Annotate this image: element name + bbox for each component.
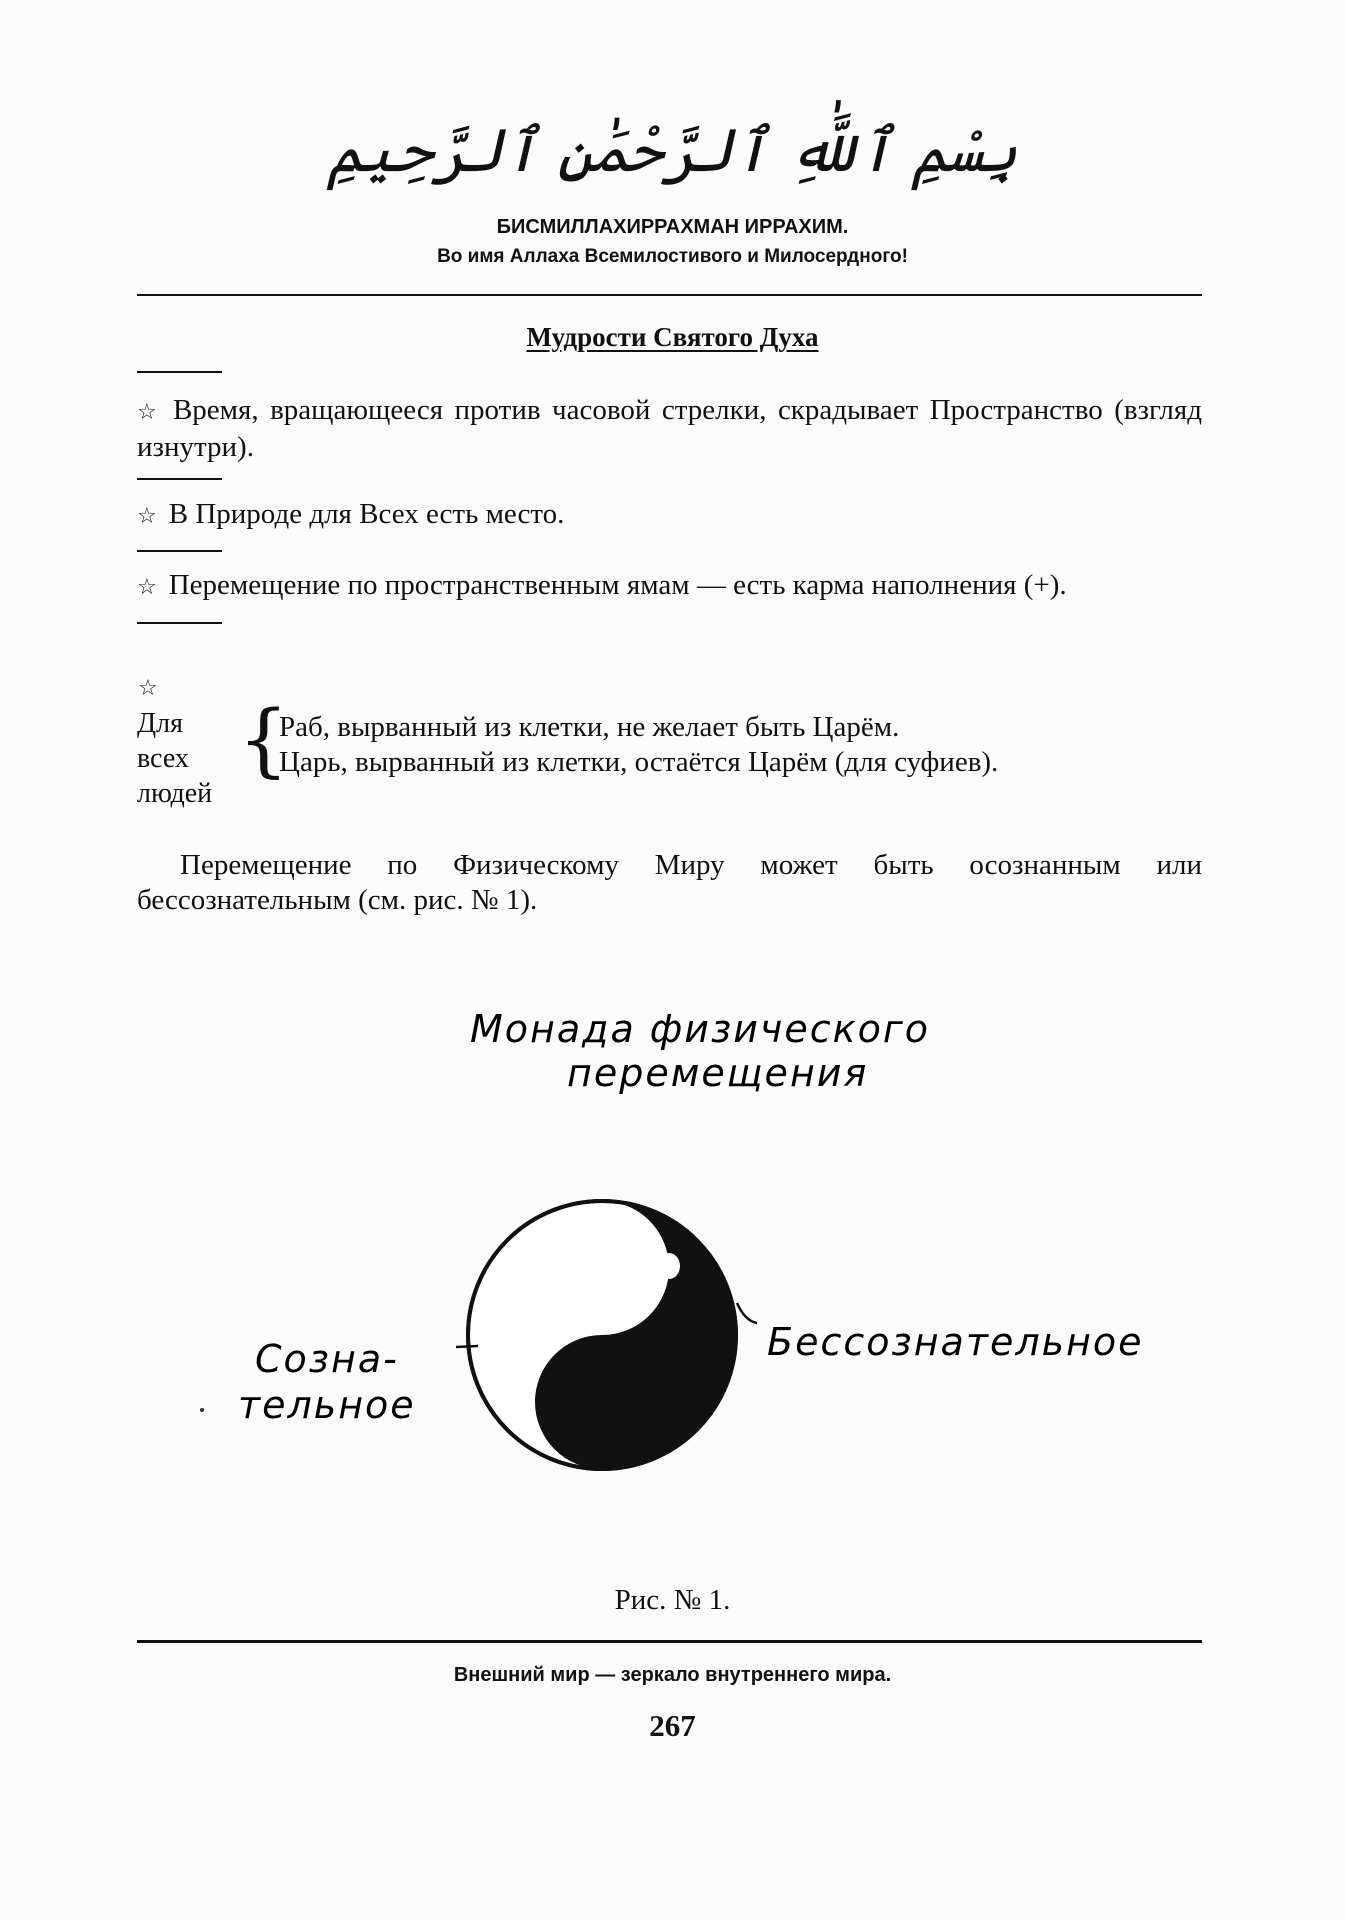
brace-line-1: Раб, вырванный из клетки, не желает быть Царём.: [279, 711, 900, 743]
saying-2: [137, 497, 1202, 534]
star-icon: ☆: [137, 575, 157, 600]
side-line: Для: [137, 708, 183, 739]
figure-title-line-2: перемещения: [567, 1051, 869, 1095]
body-paragraph: Перемещение по Физическому Миру может быть осознанным или бессознательным (см. рис. № 1).: [137, 849, 1202, 916]
saying-text: Перемещение по пространственным ямам — есть карма наполнения (+).: [168, 569, 1067, 601]
right-pointer-line: [737, 1303, 757, 1323]
header-translation: Во имя Аллаха Всемилостивого и Милосердного!: [437, 246, 908, 267]
header-rule: [137, 294, 1202, 296]
saying-text: В Природе для Всех есть место.: [168, 498, 565, 530]
page-number: 267: [649, 1708, 696, 1743]
star-icon: ☆: [138, 676, 158, 701]
star-icon: ☆: [137, 400, 161, 425]
figure-title-line-1: Монада физического: [470, 1007, 931, 1051]
footer-rule: [137, 1640, 1202, 1643]
figure-caption: Рис. № 1.: [614, 1584, 731, 1616]
curly-brace: {: [238, 693, 289, 786]
star-icon: ☆: [137, 504, 157, 529]
conscious-label-line-2: тельное: [238, 1383, 416, 1427]
saying-1: [137, 393, 1202, 465]
side-line: людей: [137, 778, 213, 809]
separator-dash: [137, 371, 222, 373]
saying-3: [137, 568, 1202, 605]
left-pointer-line: [456, 1346, 478, 1347]
bismillah-calligraphy: بِسْمِ ٱللَّٰهِ ٱلرَّحْمَٰنِ ٱلرَّحِيمِ: [327, 116, 1018, 186]
monad-figure: [0, 980, 1345, 1570]
separator-dash: [137, 550, 222, 552]
conscious-label-line-1: Созна-: [255, 1337, 399, 1381]
unconscious-label: Бессознательное: [767, 1320, 1144, 1364]
stray-dot: [200, 1408, 204, 1412]
side-line: всех: [137, 743, 189, 774]
separator-dash: [137, 622, 222, 624]
separator-dash: [137, 478, 222, 480]
yin-yang-icon: [468, 1201, 736, 1469]
brace-line-2: Царь, вырванный из клетки, остаётся Царём (для суфиев).: [279, 746, 999, 778]
page-title: Мудрости Святого Духа: [526, 322, 819, 352]
footer-motto: Внешний мир — зеркало внутреннего мира.: [453, 1664, 892, 1686]
brace-side-label: [137, 706, 212, 811]
header-transliteration: БИСМИЛЛАХИРРАХМАН ИРРАХИМ.: [496, 216, 849, 238]
saying-text: Время, вращающееся против часовой стрелки, скрадывает Пространство (взгляд изнутри).: [137, 394, 1202, 463]
